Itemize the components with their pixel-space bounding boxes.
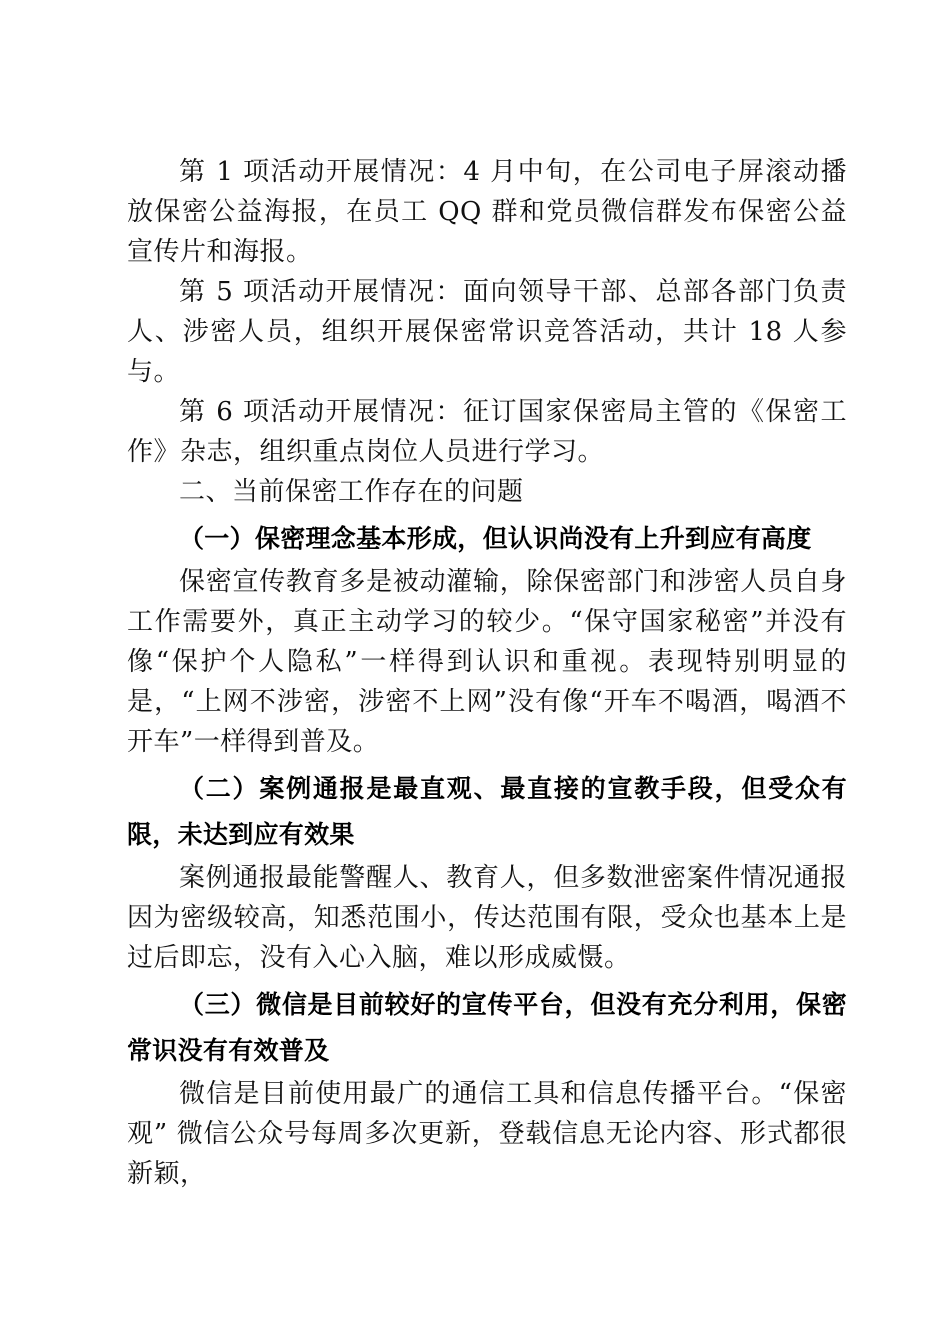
document-body <box>127 152 847 1194</box>
subheading-1: （一）保密理念基本形成，但认识尚没有上升到应有高度 <box>179 524 812 553</box>
subheading-3: （三）微信是目前较好的宣传平台，但没有充分利用，保密常识没有有效普及 <box>127 990 847 1065</box>
paragraph-activity-6: 第 6 项活动开展情况：征订国家保密局主管的《保密工作》杂志，组织重点岗位人员进行学习。 <box>127 397 847 467</box>
paragraph-problem-2: 案例通报最能警醒人、教育人，但多数泄密案件情况通报因为密级较高，知悉范围小，传达范围有限，受众也基本上是过后即忘，没有入心入脑，难以形成威慑。 <box>127 863 847 973</box>
subheading-2: （二）案例通报是最直观、最直接的宣教手段，但受众有限，未达到应有效果 <box>127 774 847 849</box>
paragraph-problem-1: 保密宣传教育多是被动灌输，除保密部门和涉密人员自身工作需要外，真正主动学习的较少。“保守国家秘密”并没有像“保护个人隐私”一样得到认识和重视。表现特别明显的是，“上网不涉密，涉密不上网”没有像“开车不喝酒，喝酒不开车”一样得到普及。 <box>127 567 847 757</box>
paragraph-problem-3: 微信是目前使用最广的通信工具和信息传播平台。“保密观” 微信公众号每周多次更新，登载信息无论内容、形式都很新颖， <box>127 1079 847 1189</box>
paragraph-activity-1: 第 1 项活动开展情况：4 月中旬，在公司电子屏滚动播放保密公益海报，在员工 QQ 群和党员微信群发布保密公益宣传片和海报。 <box>127 157 847 267</box>
section-heading-problems: 二、当前保密工作存在的问题 <box>179 477 524 507</box>
paragraph-activity-5: 第 5 项活动开展情况：面向领导干部、总部各部门负责人、涉密人员，组织开展保密常识竞答活动，共计 18 人参与。 <box>127 277 847 387</box>
